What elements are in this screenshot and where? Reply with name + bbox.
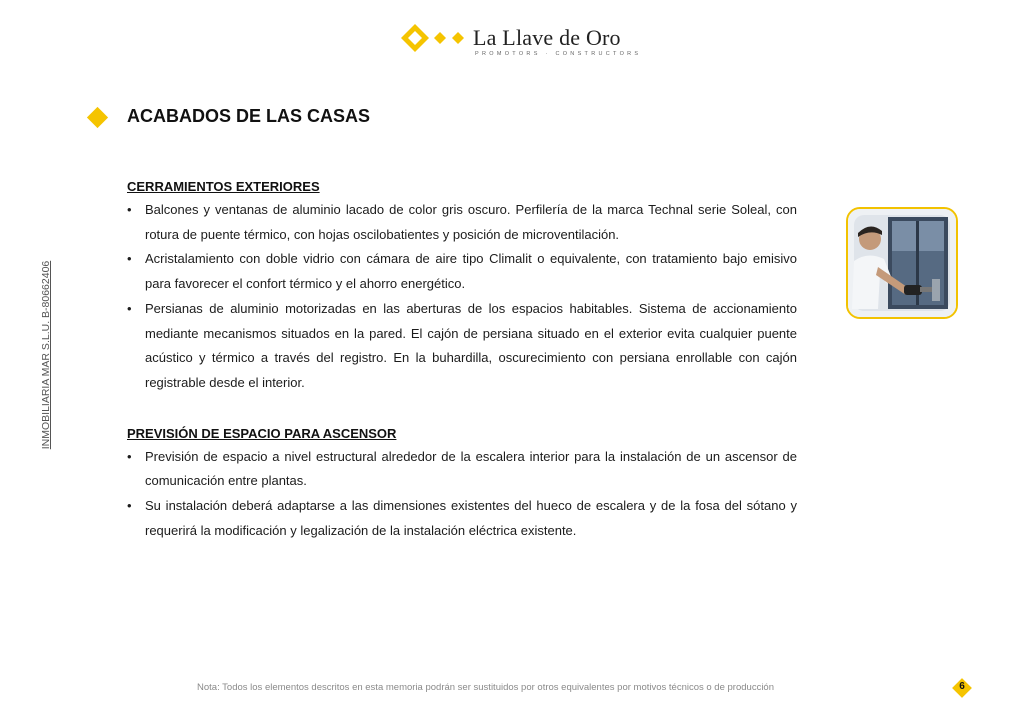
list-item	[127, 494, 797, 543]
list-item	[127, 247, 797, 296]
window-installer-illustration-icon	[848, 209, 956, 317]
bullet-icon: •	[127, 300, 132, 316]
page-number-badge	[953, 679, 971, 697]
bullet-list	[127, 445, 797, 544]
list-item-text: Previsión de espacio a nivel estructural alrededor de la escalera interior para la instalación de un ascensor de comunicación entre plantas.	[145, 448, 797, 489]
bullet-icon: •	[127, 202, 132, 217]
list-item-text: Balcones y ventanas de aluminio lacado de color gris oscuro. Perfilería de la marca Technal serie Soleal, con rotura de puente térmico, con hojas oscilobatientes y posición de microventilación.	[145, 202, 797, 242]
list-item-text: Persianas de aluminio motorizadas en las aberturas de los espacios habitables. Sistema de accionamiento mediante mecanismos situados en la pared. El cajón de persiana situado en el exterior evita cualquier puente acústico y térmico a través del registro. En la buhardilla, oscurecimiento con persiana enrollable con cajón registrable desde el interior.	[145, 300, 797, 390]
list-item	[127, 198, 797, 247]
footer-note: Nota: Todos los elementos descritos en esta memoria podrán ser sustituidos por otros equivalentes por motivos técnicos o de producción	[197, 682, 774, 693]
section-heading: PREVISIÓN DE ESPACIO PARA ASCENSOR	[127, 425, 397, 441]
bullet-icon: •	[127, 448, 132, 464]
gold-diamonds-logo-icon	[400, 23, 470, 53]
page-title: ACABADOS DE LAS CASAS	[127, 106, 371, 126]
page-number: 6	[959, 681, 965, 692]
section-spacer	[127, 396, 797, 423]
list-item	[127, 297, 797, 396]
list-item	[127, 445, 797, 494]
brand-tagline: PROMOTORS · CONSTRUCTORS	[475, 51, 642, 57]
brand-logo	[400, 20, 642, 60]
section-cerramientos	[127, 176, 797, 396]
brand-name: La Llave de Oro	[473, 25, 621, 50]
list-item-text: Su instalación deberá adaptarse a las dimensiones existentes del hueco de escalera y de la fosa del sótano y requerirá la modificación y legalización de la instalación eléctrica existente.	[145, 498, 797, 538]
section-ascensor	[127, 423, 797, 544]
main-content	[127, 176, 797, 543]
bullet-list	[127, 198, 797, 396]
section-heading: CERRAMIENTOS EXTERIORES	[127, 179, 320, 194]
title-diamond-icon	[87, 107, 108, 128]
bullet-icon: •	[127, 498, 132, 514]
bullet-icon: •	[127, 251, 132, 267]
company-registration-text: INMOBILIARIA MAR S.L.U. B-80662406	[40, 260, 52, 450]
list-item-text: Acristalamiento con doble vidrio con cámara de aire tipo Climalit o equivalente, con tratamiento bajo emisivo para favorecer el confort térmico y el ahorro energético.	[145, 251, 797, 292]
window-installer-photo	[846, 207, 958, 319]
